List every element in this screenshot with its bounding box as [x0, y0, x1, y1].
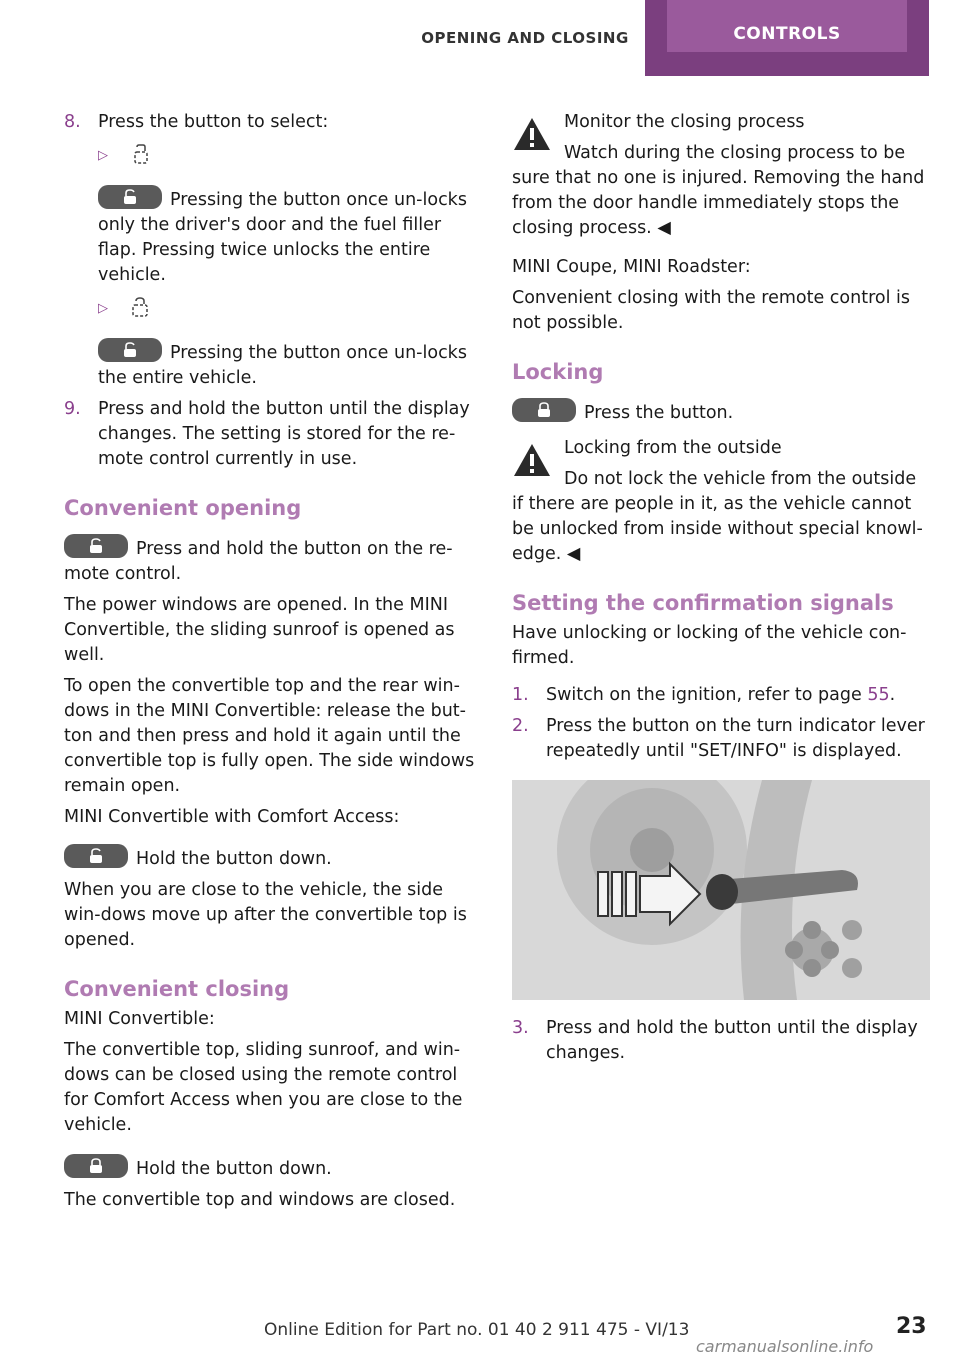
instruction-text: Hold the button down.: [136, 1159, 332, 1179]
confirm-step-1: [512, 683, 930, 708]
watermark: carmanualsonline.info: [696, 1337, 874, 1356]
warning-triangle-icon: [512, 442, 552, 478]
option-1-description: [98, 185, 484, 288]
warning-closing-process: [512, 110, 930, 241]
driver-door-unlock-icon: [128, 143, 152, 169]
warning-text: Watch during the closing process to be sure that no one is injured. Removing the hand from the door handle immediately stops the closing process.: [512, 143, 925, 238]
confirm-step-3: [512, 1016, 930, 1066]
bullet-triangle-icon: ▷: [98, 148, 108, 163]
all-doors-unlock-icon: [128, 296, 152, 322]
step-number: 1.: [512, 685, 529, 705]
confirm-step-2: [512, 714, 930, 764]
step-8-options: [98, 143, 484, 391]
warning-title: Monitor the closing process: [564, 112, 805, 132]
step-8: [64, 110, 484, 135]
option-driver-door: [98, 143, 484, 169]
step-number: 8.: [64, 112, 81, 132]
paragraph: Convenient closing with the remote control is not possible.: [512, 288, 911, 333]
step-text: Press and hold the button until the display changes. The setting is stored for the re-mote control currently in use.: [98, 399, 470, 469]
paragraph: The convertible top and windows are closed.: [64, 1190, 456, 1210]
step-9: [64, 397, 484, 472]
option-all-doors: [98, 296, 484, 322]
chapter-tab-label: CONTROLS: [667, 0, 907, 52]
step-text-end: .: [889, 685, 896, 705]
chapter-tab: [645, 0, 929, 76]
step-number: 3.: [512, 1018, 529, 1038]
warning-title: Locking from the outside: [564, 438, 782, 458]
paragraph: MINI Coupe, MINI Roadster:: [512, 257, 751, 277]
step-text: Press the button to select:: [98, 112, 329, 132]
bullet-triangle-icon: ▷: [98, 301, 108, 316]
option-2-description: [98, 338, 484, 391]
paragraph: Have unlocking or locking of the vehicle con-firmed.: [512, 623, 907, 668]
instruction-text: Hold the button down.: [136, 849, 332, 869]
paragraph: MINI Convertible:: [64, 1009, 215, 1029]
instruction-text: Press and hold the button on the re-mote control.: [64, 539, 453, 584]
paragraph: When you are close to the vehicle, the side win-dows move up after the convertible top is opened.: [64, 880, 467, 950]
step-text: [546, 683, 930, 708]
option-2-text: Pressing the button once un-locks the entire vehicle.: [98, 343, 467, 388]
page-number: 23: [896, 1314, 927, 1339]
unlock-button-icon: [98, 185, 162, 209]
end-marker: ◀: [657, 218, 671, 238]
right-column: [512, 110, 930, 1072]
step-number: 9.: [64, 399, 81, 419]
unlock-button-icon: [64, 844, 128, 868]
paragraph: The power windows are opened. In the MINI Convertible, the sliding sunroof is opened as well.: [64, 595, 455, 665]
lock-button-icon: [512, 398, 576, 422]
heading-locking: Locking: [512, 360, 604, 384]
turn-indicator-lever-image: [512, 780, 930, 1000]
instruction-text: Press the button.: [584, 403, 734, 423]
heading-convenient-closing: Convenient closing: [64, 977, 290, 1001]
option-1-text: Pressing the button once un-locks only the driver's door and the fuel filler flap. Pressing twice unlocks the entire vehicle.: [98, 190, 467, 285]
unlock-button-icon: [98, 338, 162, 362]
comfort-access-instruction: [64, 844, 484, 872]
warning-triangle-icon: [512, 116, 552, 152]
unlock-button-icon: [64, 534, 128, 558]
warning-text: Do not lock the vehicle from the outside if there are people in it, as the vehicle cannot be unlocked from inside without special knowl-edge.: [512, 469, 923, 564]
step-number: 2.: [512, 716, 529, 736]
left-column: [64, 110, 484, 1219]
turn-indicator-lever-illustration: [512, 780, 930, 1000]
step-text: Press and hold the button until the display changes.: [546, 1018, 918, 1063]
locking-instruction: [512, 398, 930, 426]
warning-locking-outside: [512, 436, 930, 567]
step-text-main: Switch on the ignition, refer to page: [546, 685, 862, 705]
paragraph: MINI Convertible with Comfort Access:: [64, 807, 400, 827]
lock-button-icon: [64, 1154, 128, 1178]
paragraph: The convertible top, sliding sunroof, and win-dows can be closed using the remote control for Comfort Access when you are close to the vehicle.: [64, 1040, 463, 1135]
edition-info: Online Edition for Part no. 01 40 2 911 475 - VI/13: [264, 1320, 690, 1340]
page-link[interactable]: 55: [867, 685, 890, 705]
closing-instruction: [64, 1154, 484, 1182]
section-title: OPENING AND CLOSING: [421, 29, 629, 47]
convenient-opening-instruction: [64, 534, 484, 587]
step-text: Press the button on the turn indicator lever repeatedly until "SET/INFO" is displayed.: [546, 716, 925, 761]
heading-confirmation-signals: Setting the confirmation signals: [512, 591, 894, 615]
end-marker: ◀: [566, 544, 581, 564]
heading-convenient-opening: Convenient opening: [64, 496, 302, 520]
paragraph: To open the convertible top and the rear win-dows in the MINI Convertible: release the but-ton and then press and hold it again until the convertible top is fully open. The side windows remain open.: [64, 676, 475, 796]
